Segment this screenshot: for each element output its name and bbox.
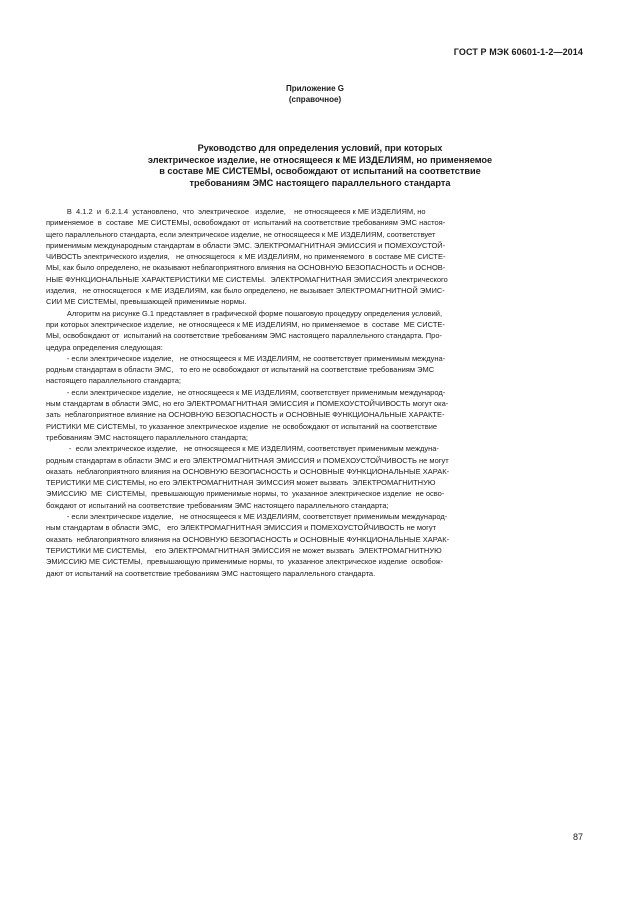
text-line: МЫ, освобождают от испытаний на соответствие требованиям ЭМС настоящего параллельного стандарта. Про- <box>46 331 443 341</box>
text-line: ным стандартам в области ЭМС, его ЭЛЕКТРОМАГНИТНАЯ ЭМИССИЯ и ПОМЕХОУСТОЙЧИВОСТЬ не могут <box>46 523 437 533</box>
text-line: В 4.1.2 и 6.2.1.4 установлено, что электрическое изделие, не относящееся к МЕ ИЗДЕЛИЯМ, но <box>46 207 426 216</box>
text-line: оказать неблагоприятного влияния на ОСНОВНУЮ БЕЗОПАСНОСТЬ и ОСНОВНЫЕ ФУНКЦИОНАЛЬНЫЕ ХАРАК- <box>46 534 450 544</box>
text-line: - если электрическое изделие, не относящееся к МЕ ИЗДЕЛИЯМ, соответствует применимым международ- <box>46 512 448 522</box>
paragraph <box>46 511 585 579</box>
standard-header: ГОСТ Р МЭК 60601-1-2—2014 <box>453 47 583 57</box>
text-line: ТЕРИСТИКИ МЕ СИСТЕМЫ, его ЭЛЕКТРОМАГНИТНАЯ ЭМИССИЯ не может вызвать ЭЛЕКТРОМАГНИТНУЮ <box>46 545 442 555</box>
text-line: оказать неблагоприятного влияния на ОСНОВНУЮ БЕЗОПАСНОСТЬ и ОСНОВНЫЕ ФУНКЦИОНАЛЬНЫЕ ХАРАК- <box>46 466 450 476</box>
section-title <box>60 143 580 189</box>
text-line: цедура определения следующая: <box>46 342 163 352</box>
text-line: - если электрическое изделие, не относящееся к МЕ ИЗДЕЛИЯМ, соответствует применимым междуна- <box>46 444 439 454</box>
text-line: применимым международным стандартам в области ЭМС. ЭЛЕКТРОМАГНИТНАЯ ЭМИССИЯ и ПОМЕХОУСТОЙ- <box>46 240 446 250</box>
title-line: электрическое изделие, не относящееся к МЕ ИЗДЕЛИЯМ, но применяемое <box>147 154 493 165</box>
text-line: щего параллельного стандарта, если электрическое изделие, не относящееся к МЕ ИЗДЕЛИЯМ, соответствует <box>46 229 436 239</box>
page-number: 87 <box>572 832 583 842</box>
text-line: ТЕРИСТИКИ МЕ СИСТЕМЫ, но его ЭЛЕКТРОМАГНИТНАЯ ЭИМССИЯ может вызвать ЭЛЕКТРОМАГНИТНУЮ <box>46 478 436 488</box>
text-line: РИСТИКИ МЕ СИСТЕМЫ, то указанное электрическое изделие не освобождают от испытаний на соответствие <box>46 421 438 431</box>
paragraph <box>46 443 585 511</box>
text-line: - если электрическое изделие, не относящееся к МЕ ИЗДЕЛИЯМ, соответствует применимым международ- <box>46 387 446 397</box>
text-line: - если электрическое изделие, не относящееся к МЕ ИЗДЕЛИЯМ, не соответствует применимым междуна- <box>46 353 446 363</box>
text-line: родным стандартам в области ЭМС и его ЭЛЕКТРОМАГНИТНАЯ ЭМИССИЯ и ПОМЕХОУСТОЙЧИВОСТЬ не могут <box>46 455 449 465</box>
text-line: применяемое в составе МЕ СИСТЕМЫ, освобождают от испытаний на соответствие требованиям ЭМС настоя- <box>46 218 446 228</box>
annex-subtitle: (справочное) <box>288 95 342 104</box>
text-line: родным стандартам в области ЭМС, то его не освобождают от испытаний на соответствие требованиям ЭМС <box>46 365 435 375</box>
text-line: ЧИВОСТЬ электрического изделия, не относящегося к МЕ ИЗДЕЛИЯМ, но применяемого в составе МЕ СИСТЕ- <box>46 252 446 262</box>
text-line: ным стандартам в области ЭМС, но его ЭЛЕКТРОМАГНИТНАЯ ЭМИССИЯ и ПОМЕХОУСТОЙЧИВОСТЬ могут ока- <box>46 399 449 409</box>
text-line: дают от испытаний на соответствие требованиям ЭМС настоящего параллельного стандарта. <box>46 568 376 578</box>
text-line: Алгоритм на рисунке G.1 представляет в графической форме пошаговую процедуру определения условий, <box>46 308 443 318</box>
title-line: требованиям ЭМС настоящего параллельного стандарта <box>189 177 451 188</box>
annex-title: Приложение G <box>286 84 344 93</box>
paragraph <box>46 353 585 387</box>
text-line: бождают от испытаний на соответствие требованиям ЭМС настоящего параллельного стандарта; <box>46 500 389 510</box>
paragraph <box>46 387 585 443</box>
text-line: НЫЕ ФУНКЦИОНАЛЬНЫЕ ХАРАКТЕРИСТИКИ МЕ СИСТЕМЫ. ЭЛЕКТРОМАГНИТНАЯ ЭМИССИЯ электрического <box>46 274 448 284</box>
text-line: зать неблагоприятное влияние на ОСНОВНУЮ БЕЗОПАСНОСТЬ и ОСНОВНЫЕ ФУНКЦИОНАЛЬНЫЕ ХАРАКТЕ- <box>46 410 445 420</box>
paragraph <box>46 206 585 308</box>
text-line: требованиям ЭМС настоящего параллельного стандарта; <box>46 432 248 442</box>
paragraph <box>46 308 585 353</box>
text-line: ЭМИССИЮ МЕ СИСТЕМЫ, превышающую применимые нормы, то указанное электрическое изделие не осво- <box>46 489 445 499</box>
text-line: МЫ, как было определено, не оказывают неблагоприятного влияния на ОСНОВНУЮ БЕЗОПАСНОСТЬ и ОСНОВ- <box>46 263 446 273</box>
text-line: СИИ МЕ СИСТЕМЫ, превышающей применимые нормы. <box>46 297 247 307</box>
title-line: Руководство для определения условий, при которых <box>197 143 443 153</box>
text-line: ЭМИССИЮ МЕ СИСТЕМЫ, превышающую применимые нормы, то указанное электрическое изделие освобож- <box>46 557 444 567</box>
text-line: настоящего параллельного стандарта; <box>46 376 181 386</box>
body-text <box>46 206 585 579</box>
title-line: в составе МЕ СИСТЕМЫ, освобождают от испытаний на соответствие <box>159 166 481 176</box>
text-line: при которых электрическое изделие, не относящееся к МЕ ИЗДЕЛИЯМ, но применяемое в составе МЕ СИСТЕ- <box>46 319 445 329</box>
text-line: изделия, не относящегося к МЕ ИЗДЕЛИЯМ, как было определено, не вызывает ЭЛЕКТРОМАГНИТНОЙ ЭМИС- <box>46 286 445 296</box>
